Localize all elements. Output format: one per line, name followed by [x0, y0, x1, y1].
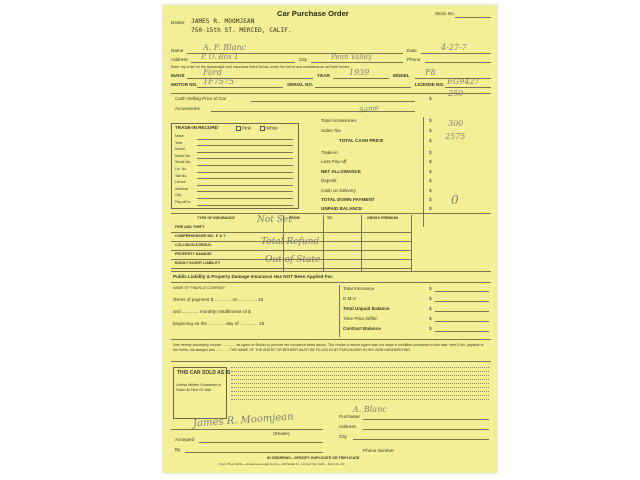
make-label: MAKE: [171, 73, 185, 78]
model-label: MODEL: [393, 73, 410, 78]
trade-field-line: [197, 191, 293, 192]
dealer-address: 750-15th ST. MERCED, CALIF.: [191, 27, 292, 34]
trade-field-label: Make: [175, 134, 184, 138]
footer-form-info: Form 75-ex Gibbs—Ames-Auto Legal Forms—440 Sutter St., Corner City, Calif.—Form No. 84: [219, 462, 345, 466]
dealer-sig-label: (Dealer): [273, 431, 290, 436]
intro-text: Enter my order for the Automobile and Insurance listed below, under the terms and conditions as set forth herein:: [171, 65, 351, 69]
right-field-label: Deposit: [321, 178, 337, 184]
white-label: White: [266, 125, 278, 131]
finance-line: [435, 311, 489, 312]
insurance-row-label: COLLISION $ DEDUC.: [175, 243, 213, 247]
dealer-label: Dealer: [171, 20, 185, 25]
license-handwriting: EG9427: [447, 77, 480, 86]
finance-right-label: Contract Balance: [343, 326, 381, 331]
dollar-sign: $: [429, 168, 432, 174]
fine-print-line: [231, 387, 489, 388]
as-is-text: Unless Written Guarantee Is Given At Time Of Sale: [176, 383, 222, 392]
trade-record-label: TRADE-IN RECORD: [175, 125, 219, 130]
right-field-label: Less Pay-off: [321, 159, 347, 165]
as-is-title: THIS CAR SOLD AS IS: [177, 370, 231, 376]
trade-field-label: Motor No.: [175, 153, 191, 158]
purchaser-signature: A. Blanc: [353, 405, 387, 414]
trade-field-label: Tab No.: [175, 173, 188, 178]
motor-label: MOTOR NO.: [171, 82, 198, 87]
serial-label: SERIAL NO.: [287, 82, 314, 87]
make-handwriting: Ford: [203, 68, 222, 77]
trade-field-line: [197, 205, 293, 206]
name-label: Name: [171, 48, 184, 53]
finance-right-label: Total Insurance: [343, 286, 375, 291]
year-handwriting: 1939: [349, 68, 370, 77]
trade-field-line: [197, 178, 293, 179]
finance-line: [435, 301, 489, 302]
right-field-label: Trade-in: [321, 150, 338, 155]
insurance-row-line: [171, 232, 411, 233]
name-handwriting: A. F. Blanc: [203, 43, 247, 52]
trade-field-line: [197, 172, 293, 173]
monthly-installments: and ............. monthly Installments of $: [173, 309, 251, 314]
ins-premium-header: GROSS PREMIUM: [367, 216, 398, 220]
fine-print-line: [231, 379, 489, 380]
fine-print-line: [231, 371, 489, 372]
license-label: LICENSE NO.: [415, 82, 445, 87]
terms-payment: Terms of payment $ ............. on .............. 19: [173, 297, 264, 302]
insurance-row-label: PROPERTY DAMAGE: [175, 252, 212, 256]
address-label: Address: [171, 57, 188, 62]
trade-field-label: Pay-off to: [175, 200, 191, 204]
trade-field-line: [197, 158, 293, 159]
beginning-text: beginning on the ............. day of .............. 19: [173, 321, 265, 326]
trade-field-label: Lienee: [175, 180, 186, 185]
dollar-sign: $: [429, 197, 432, 202]
dollar-sign: $: [429, 187, 432, 193]
ins-handwriting-1: Not Set: [257, 215, 292, 225]
insurance-row-label: FIRE AND THEFT: [175, 225, 205, 229]
finance-right-label: Total Unpaid Balance: [343, 306, 390, 311]
city2-label: City: [339, 434, 347, 439]
fine-print-line: [231, 375, 489, 376]
fine-print-line: [231, 391, 489, 392]
dollar-sign: $: [429, 306, 432, 311]
address2-label: Address: [339, 424, 356, 429]
trade-field-label: Lic. No.: [175, 167, 188, 171]
ins-from-header: FROM: [289, 216, 300, 220]
insurance-row-line: [171, 268, 411, 269]
total-cash-price-label: TOTAL CASH PRICE: [339, 138, 384, 143]
cash-price-label: Cash Selling Price of Car: [175, 96, 227, 101]
sales-tax-label: Sales Tax: [321, 128, 341, 133]
public-liability-text: Public Liability & Property Damage Insurance Has NOT Been Applied For.: [173, 274, 334, 279]
trade-field-line: [197, 152, 293, 153]
insurance-row-label: COMPREHENSIVE INC. F. & T.: [175, 234, 226, 238]
dealer-name: JAMES R. MOOMJEAN: [191, 18, 255, 25]
total-accessories-label: Total Accessories: [321, 118, 357, 123]
finance-company-label: NAME OF FINANCE COMPANY: [173, 286, 226, 290]
total-handwriting: 2575: [445, 132, 466, 141]
year-label: YEAR: [317, 73, 330, 78]
stock-label: Stock No.: [435, 11, 455, 16]
ins-col-line: [411, 215, 412, 271]
motor-handwriting: 1F7575: [203, 77, 234, 86]
purchaser-label: Purchaser: [339, 414, 360, 419]
phone-number-label: Phone Number: [363, 448, 394, 453]
dollar-sign: $: [429, 178, 432, 184]
right-field-label: UNPAID BALANCE: [321, 206, 363, 212]
insurance-row-line: [171, 250, 411, 251]
finance-line: [435, 321, 489, 322]
trade-field-label: Year: [175, 140, 183, 145]
dollar-sign: $: [429, 296, 432, 301]
address-handwriting: P. O. Box 1: [201, 53, 239, 61]
form-title: Car Purchase Order: [277, 9, 349, 18]
fine-print-line: [231, 367, 489, 368]
trade-field-label: Model: [175, 147, 185, 152]
ins-type-header: TYPE OF INSURANCE: [197, 216, 235, 220]
right-field-label: Cash on Delivery: [321, 187, 356, 193]
fine-print-line: [231, 399, 489, 400]
dollar-sign: $: [429, 326, 432, 331]
dollar-sign: $: [429, 286, 432, 291]
ins-col-line: [323, 215, 324, 271]
trade-in-box: [171, 123, 299, 209]
ins-col-line: [361, 215, 362, 271]
dollar-sign: $: [429, 150, 432, 155]
finance-right-label: D.M.V.: [343, 296, 357, 301]
pink-label: Pink: [242, 125, 251, 131]
dealer-signature: James R. Moomjean: [192, 411, 295, 430]
trade-field-line: [197, 165, 293, 166]
tax-handwriting: 300: [448, 119, 464, 128]
trade-field-line: [197, 145, 293, 146]
ins-to-header: TO: [327, 216, 332, 220]
dollar-sign: $: [429, 206, 432, 212]
city-label: City: [299, 57, 307, 62]
accepted-label: Accepted: [175, 437, 195, 442]
fine-print-line: [231, 383, 489, 384]
ins-handwriting-3: Out of State: [265, 255, 321, 265]
city-handwriting: Penn Valley: [331, 53, 372, 61]
trade-field-line: [197, 198, 293, 199]
balance-handwriting: 0: [451, 193, 459, 207]
by-label: By: [175, 447, 181, 452]
agent-clause: I/we hereby voluntarily choose ............. as Agent or Broker to procure the insurance listed above. The choice of above Agent was not made a condition precedent to this sale. Item 5 ins. payable to the Seller, his assigns and ............. THE NAME OF THE AGENT OR BROKER MUST BE FILLED IN BY PURCHASER IN HIS OWN HANDWRITING.: [173, 343, 484, 352]
trade-field-line: [197, 185, 293, 186]
finance-line: [435, 331, 489, 332]
dollar-sign: $: [429, 159, 432, 165]
date-handwriting: 4-27-7: [441, 43, 467, 52]
ins-handwriting-2: Total Refund: [261, 237, 320, 247]
trade-field-line: [197, 139, 293, 140]
finance-right-label: Time Price Differ.: [343, 316, 378, 321]
purchase-order-sheet: Car Purchase Order Stock No. Dealer JAMES R. MOOMJEAN 750-15th ST. MERCED, CALIF. Name A. F. Blanc Date 4-27-7 Address P. O. Box 1 City Penn Valley Phone Enter my order for the Automobile and Insurance listed below, under the terms and conditions as set forth herein: MAKE Ford YEAR 1939 MODEL F8 MOTOR NO. 1F7575 SERIAL NO. LICENSE NO. EG9427 Cash Selling Price of Car $ 250 Accessories Same TRADE-IN RECORD Pink White Make Year Model Motor No. Serial No. Lic. No. Tab No. Lienee Address City Pay-off to Total Accessories $ Sales Tax $ 300 TOTAL CASH PRICE $ 2575 Trade-in $ Less Pay-off $ NET ALLOWANCE $ Deposit $ Cash on Delivery $ TOTAL DOWN PAYMENT $ UNPAID BALANCE $ 0 TYPE OF INSURANCE FROM TO GROSS PREMIUM FIRE AND THEFT COMPREHENSIVE INC. F. & T. COLLISION $ DEDUC. PROPERTY DAMAGE BODILY INJURY LIABILITY Not Set Total Refund Out of State Public Liability & Property Damage Insurance Has NOT Been Applied For. NAME OF FINANCE COMPANY Terms of payment $ ............. on .............. 19 and ............. monthly Installments of $ beginning on the ............. day of .............. 19 Total Insurance $ D.M.V. $ Total Unpaid Balance $ Time Price Differ. $ Contract Balance $ I/we hereby voluntarily choose ............. as Agent or Broker to procure the insurance listed above. The choice of above Agent was not made a condition precedent to this sale. Item 5 ins. payable to the Seller, his assigns and ............. THE NAME OF THE AGENT OR BROKER MUST BE FILLED IN BY PURCHASER IN HIS OWN HANDWRITING. THIS CAR SOLD AS IS Unless Written Guarantee Is Given At Time Of Sale James R. Moomjean A. Blanc Purchaser (Dealer) Accepted By Address City Phone Number IN ORDERING—SPECIFY DUPLICATE OR TRIPLICATE Form 75-ex Gibbs—Ames-Auto Legal Forms—440 Sutter St., Corner City, Calif.—Form No. 84: [163, 5, 497, 473]
dollar-sign: $: [429, 316, 432, 321]
finance-line: [435, 291, 489, 292]
fine-print-line: [231, 395, 489, 396]
trade-field-label: Address: [175, 186, 189, 191]
model-handwriting: F8: [425, 68, 436, 77]
note-handwriting: Same: [358, 103, 380, 115]
accessories-label: Accessories: [175, 106, 200, 111]
right-field-label: NET ALLOWANCE: [321, 168, 361, 174]
footer-ordering: IN ORDERING—SPECIFY DUPLICATE OR TRIPLICATE: [267, 456, 360, 460]
trade-field-label: City: [175, 193, 182, 198]
right-field-label: TOTAL DOWN PAYMENT: [321, 197, 375, 202]
price-handwriting: 250: [448, 89, 464, 98]
date-label: Date: [407, 48, 417, 53]
phone-label: Phone: [407, 57, 421, 62]
insurance-row-label: BODILY INJURY LIABILITY: [175, 261, 221, 265]
trade-field-label: Serial No.: [175, 160, 191, 165]
